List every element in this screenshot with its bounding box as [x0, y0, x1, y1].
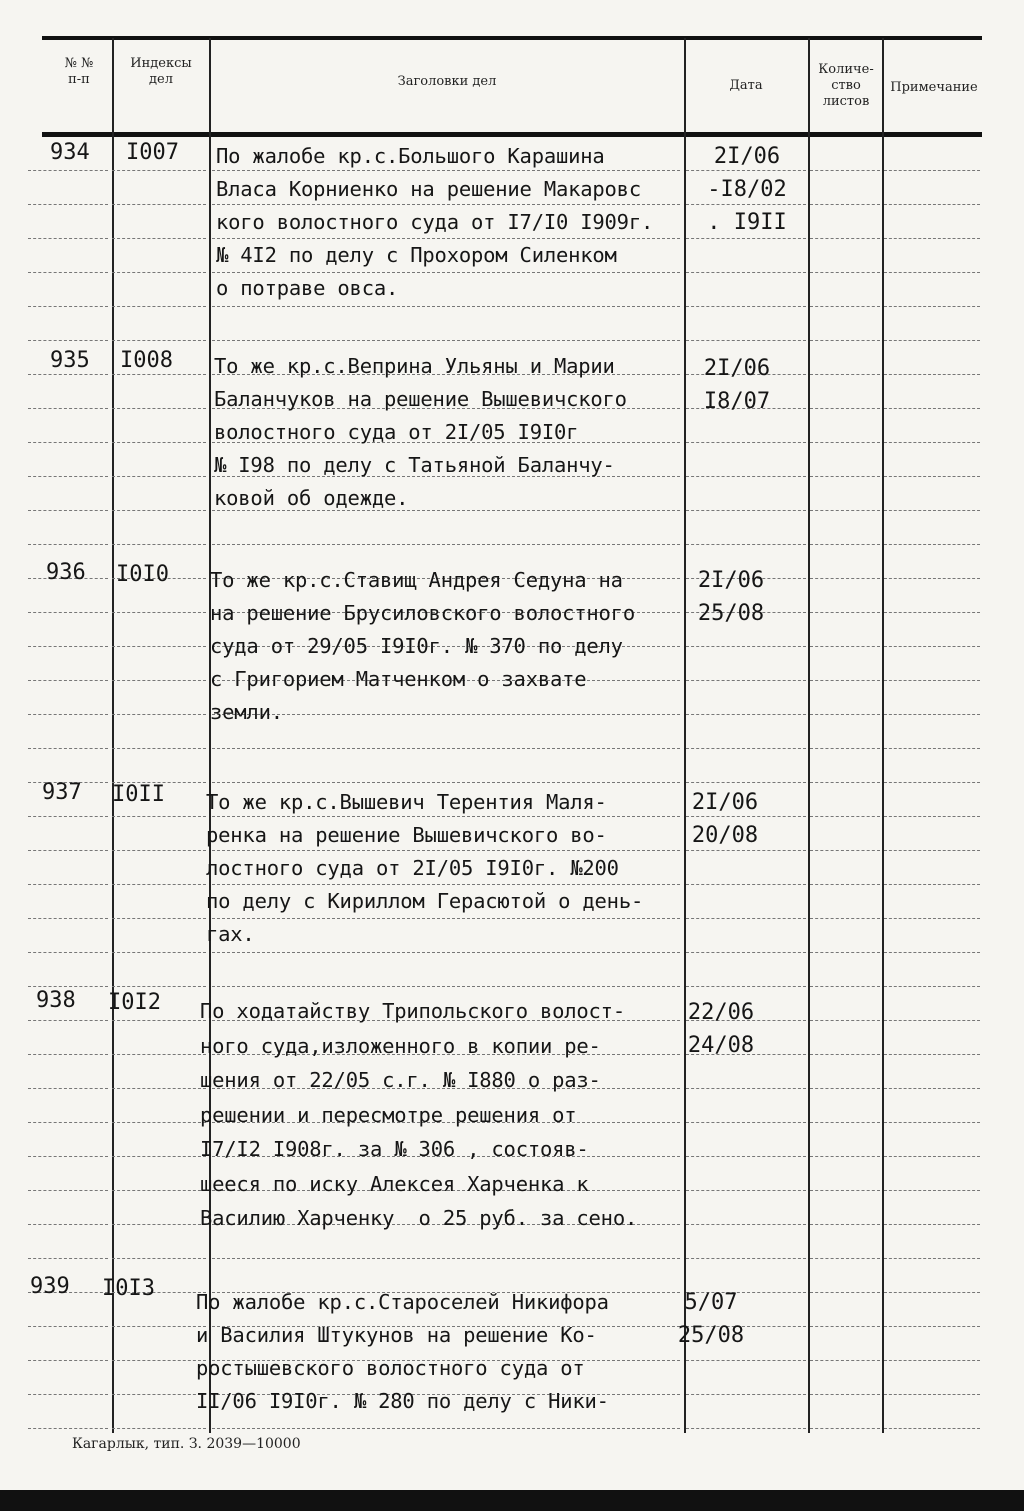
ruled-line	[686, 1224, 806, 1226]
ruled-line	[810, 680, 880, 682]
ruled-line	[686, 680, 806, 682]
ruled-line	[810, 476, 880, 478]
ruled-line	[112, 1190, 206, 1192]
ruled-line	[686, 986, 806, 988]
ruled-line	[810, 1292, 880, 1294]
ruled-line	[686, 748, 806, 750]
ruled-line	[810, 850, 880, 852]
row-939-title: По жалобе кр.с.Староселей Никифора и Василия Штукунов на решение Ко- ростышевского волостного суда от II/06 I9I0г. № 280 по делу с Ники-	[196, 1290, 609, 1413]
ruled-line	[112, 272, 206, 274]
row-938-date: 22/06 24/08	[687, 1000, 755, 1058]
ruled-line	[28, 612, 108, 614]
ruled-line	[884, 1224, 980, 1226]
ruled-line	[28, 1258, 108, 1260]
ruled-line	[212, 1428, 680, 1430]
ruled-line	[28, 238, 108, 240]
ruled-line	[28, 1326, 108, 1328]
ruled-line	[884, 1326, 980, 1328]
ruled-line	[884, 850, 980, 852]
ruled-line	[28, 918, 108, 920]
ruled-line	[884, 204, 980, 206]
ruled-line	[212, 306, 680, 308]
ruled-line	[28, 1156, 108, 1158]
ruled-line	[810, 816, 880, 818]
ruled-line	[884, 340, 980, 342]
row-938-num: 938	[36, 988, 76, 1013]
ruled-line	[112, 952, 206, 954]
ruled-line	[810, 340, 880, 342]
ruled-line	[28, 850, 108, 852]
ruled-line	[112, 918, 206, 920]
ruled-line	[810, 374, 880, 376]
ruled-line	[112, 408, 206, 410]
ruled-line	[112, 1428, 206, 1430]
ruled-line	[810, 1224, 880, 1226]
header-index: Индексы дел	[130, 56, 192, 87]
ruled-line	[28, 1054, 108, 1056]
ruled-line	[28, 714, 108, 716]
ruled-line	[810, 1258, 880, 1260]
ruled-line	[810, 714, 880, 716]
ruled-line	[686, 510, 806, 512]
ruled-line	[884, 918, 980, 920]
row-935-title: То же кр.с.Веприна Ульяны и Марии Баланчуков на решение Вышевичского волостного суда от 2I/05 I9I0г № I98 по делу с Татьяной Баланчу- ковой об одежде.	[214, 354, 627, 510]
ruled-line	[686, 340, 806, 342]
ruled-line	[112, 170, 206, 172]
ruled-line	[884, 1428, 980, 1430]
ruled-line	[112, 544, 206, 546]
ruled-line	[810, 952, 880, 954]
row-939-date: 5/07 25/08	[677, 1290, 745, 1348]
row-935-index: I008	[120, 348, 173, 373]
row-937-num: 937	[42, 780, 82, 805]
ruled-line	[28, 272, 108, 274]
ruled-line	[212, 782, 680, 784]
ruled-line	[884, 1122, 980, 1124]
ruled-line	[810, 986, 880, 988]
ruled-line	[28, 680, 108, 682]
ruled-line	[28, 340, 108, 342]
ruled-line	[884, 408, 980, 410]
ruled-line	[28, 646, 108, 648]
row-937-index: I0II	[112, 782, 165, 807]
ruled-line	[112, 1020, 206, 1022]
row-938-index: I0I2	[108, 990, 161, 1015]
ruled-line	[884, 816, 980, 818]
ruled-line	[28, 952, 108, 954]
ruled-line	[686, 714, 806, 716]
ruled-line	[810, 306, 880, 308]
header-bottom-rule	[42, 132, 982, 137]
ruled-line	[686, 782, 806, 784]
ruled-line	[884, 1020, 980, 1022]
ruled-line	[810, 612, 880, 614]
ruled-line	[112, 850, 206, 852]
ruled-line	[884, 510, 980, 512]
ruled-line	[686, 952, 806, 954]
ruled-line	[686, 442, 806, 444]
ruled-line	[112, 612, 206, 614]
row-934-index: I007	[126, 140, 179, 165]
ruled-line	[810, 578, 880, 580]
ruled-line	[112, 884, 206, 886]
ruled-line	[112, 816, 206, 818]
ruled-line	[884, 1258, 980, 1260]
ruled-line	[810, 204, 880, 206]
ruled-line	[28, 1394, 108, 1396]
ruled-line	[884, 1292, 980, 1294]
ruled-line	[112, 510, 206, 512]
row-936-index: I0I0	[116, 562, 169, 587]
ruled-line	[28, 408, 108, 410]
ruled-line	[884, 952, 980, 954]
ruled-line	[884, 544, 980, 546]
ruled-line	[884, 1088, 980, 1090]
ruled-line	[884, 612, 980, 614]
ruled-line	[112, 204, 206, 206]
ruled-line	[112, 442, 206, 444]
ruled-line	[884, 782, 980, 784]
ruled-line	[112, 340, 206, 342]
ruled-line	[686, 884, 806, 886]
ruled-line	[884, 1190, 980, 1192]
ruled-line	[810, 782, 880, 784]
ruled-line	[810, 1156, 880, 1158]
ruled-line	[686, 1190, 806, 1192]
ruled-line	[112, 1394, 206, 1396]
ruled-line	[212, 748, 680, 750]
ruled-line	[686, 1122, 806, 1124]
ruled-line	[810, 1360, 880, 1362]
ruled-line	[28, 1122, 108, 1124]
ruled-line	[686, 1258, 806, 1260]
ruled-line	[884, 1360, 980, 1362]
ruled-line	[112, 1156, 206, 1158]
ruled-line	[810, 442, 880, 444]
ruled-line	[810, 1088, 880, 1090]
row-936-title: То же кр.с.Ставищ Андрея Седуна на на решение Брусиловского волостного суда от 29/05 I9I0г. № 370 по делу с Григорием Матченком о захвате земли.	[210, 568, 635, 724]
ruled-line	[810, 1122, 880, 1124]
ruled-line	[686, 272, 806, 274]
ruled-line	[28, 1020, 108, 1022]
ruled-line	[810, 1054, 880, 1056]
ruled-line	[112, 1326, 206, 1328]
ruled-line	[112, 748, 206, 750]
row-939-index: I0I3	[102, 1276, 155, 1301]
row-937-date: 2I/06 20/08	[691, 790, 759, 848]
ruled-line	[810, 1020, 880, 1022]
ruled-line	[112, 1258, 206, 1260]
ruled-line	[810, 1326, 880, 1328]
ruled-line	[28, 1360, 108, 1362]
ruled-line	[810, 748, 880, 750]
row-934-date: 2I/06 -I8/02 . I9II	[707, 144, 787, 235]
row-936-date: 2I/06 25/08	[697, 568, 765, 626]
ruled-line	[884, 748, 980, 750]
row-938-title: По ходатайству Трипольского волост- ного суда,изложенного в копии ре- шения от 22/05 с.г. № I880 о раз- решении и пересмотре решения от I7/I2 I908г. за № 306 , состояв- шееся по иску Алексея Харченка к Василию Харченку о 25 руб. за сено.	[200, 999, 638, 1230]
row-939-num: 939	[30, 1274, 70, 1299]
ruled-line	[28, 1428, 108, 1430]
ruled-line	[112, 306, 206, 308]
ruled-line	[28, 816, 108, 818]
ruled-line	[212, 952, 680, 954]
ruled-line	[112, 646, 206, 648]
ruled-line	[28, 510, 108, 512]
ruled-line	[810, 646, 880, 648]
ruled-line	[884, 578, 980, 580]
ruled-line	[28, 476, 108, 478]
ruled-line	[212, 1258, 680, 1260]
ruled-line	[112, 1224, 206, 1226]
ruled-line	[686, 544, 806, 546]
ruled-line	[112, 476, 206, 478]
ruled-line	[28, 204, 108, 206]
ruled-line	[810, 510, 880, 512]
ruled-line	[810, 884, 880, 886]
ruled-line	[884, 238, 980, 240]
ruled-line	[28, 1190, 108, 1192]
header-note: Примечание	[890, 80, 978, 95]
ruled-line	[810, 1428, 880, 1430]
header-top-rule	[42, 36, 982, 40]
ruled-line	[810, 1190, 880, 1192]
ruled-line	[686, 476, 806, 478]
ruled-line	[112, 1122, 206, 1124]
ruled-line	[686, 1428, 806, 1430]
ruled-line	[884, 714, 980, 716]
ruled-line	[884, 1156, 980, 1158]
row-934-title: По жалобе кр.с.Большого Карашина Власа Корниенко на решение Макаровс кого волостного суда от I7/I0 I909г. № 4I2 по делу с Прохором Силенком о потраве овса.	[216, 144, 654, 300]
ruled-line	[810, 918, 880, 920]
ruled-line	[884, 884, 980, 886]
ruled-line	[884, 986, 980, 988]
ruled-line	[810, 238, 880, 240]
ruled-line	[28, 306, 108, 308]
ruled-line	[686, 306, 806, 308]
ruled-line	[686, 1156, 806, 1158]
printer-imprint: Кагарлык, тип. З. 2039—10000	[72, 1436, 301, 1452]
row-936-num: 936	[46, 560, 86, 585]
ruled-line	[212, 340, 680, 342]
ruled-line	[884, 306, 980, 308]
ruled-line	[810, 408, 880, 410]
ruled-line	[686, 1360, 806, 1362]
ruled-line	[686, 1394, 806, 1396]
ruled-line	[686, 646, 806, 648]
ruled-line	[28, 544, 108, 546]
ruled-line	[884, 374, 980, 376]
ruled-line	[112, 1054, 206, 1056]
ruled-line	[884, 476, 980, 478]
ruled-line	[28, 442, 108, 444]
ruled-line	[112, 1360, 206, 1362]
ruled-line	[810, 272, 880, 274]
ruled-line	[28, 170, 108, 172]
ruled-line	[884, 442, 980, 444]
ruled-line	[884, 680, 980, 682]
ruled-line	[686, 918, 806, 920]
header-num: № № п-п	[64, 56, 94, 87]
ruled-line	[28, 884, 108, 886]
ruled-line	[884, 646, 980, 648]
ruled-line	[112, 1088, 206, 1090]
row-937-title: То же кр.с.Вышевич Терентия Маля- ренка на решение Вышевичского во- лостного суда от 2I/05 I9I0г. №200 по делу с Кириллом Герасютой о день- гах.	[206, 790, 644, 946]
scan-edge	[0, 1490, 1024, 1511]
ruled-line	[28, 1088, 108, 1090]
ruled-line	[112, 680, 206, 682]
ruled-line	[212, 544, 680, 546]
ruled-line	[884, 170, 980, 172]
ruled-line	[884, 1394, 980, 1396]
row-935-date: 2I/06 I8/07	[703, 356, 771, 414]
ruled-line	[686, 1088, 806, 1090]
row-935-num: 935	[50, 348, 90, 373]
ruled-line	[884, 1054, 980, 1056]
ruled-line	[112, 714, 206, 716]
ruled-line	[28, 748, 108, 750]
ruled-line	[212, 986, 680, 988]
row-934-num: 934	[50, 140, 90, 165]
ruled-line	[28, 1224, 108, 1226]
ruled-line	[884, 272, 980, 274]
ruled-line	[810, 170, 880, 172]
header-sheets: Количе- ство листов	[818, 62, 874, 109]
header-date: Дата	[729, 78, 763, 93]
ruled-line	[810, 1394, 880, 1396]
ruled-line	[810, 544, 880, 546]
ruled-line	[112, 238, 206, 240]
header-title: Заголовки дел	[397, 74, 497, 89]
